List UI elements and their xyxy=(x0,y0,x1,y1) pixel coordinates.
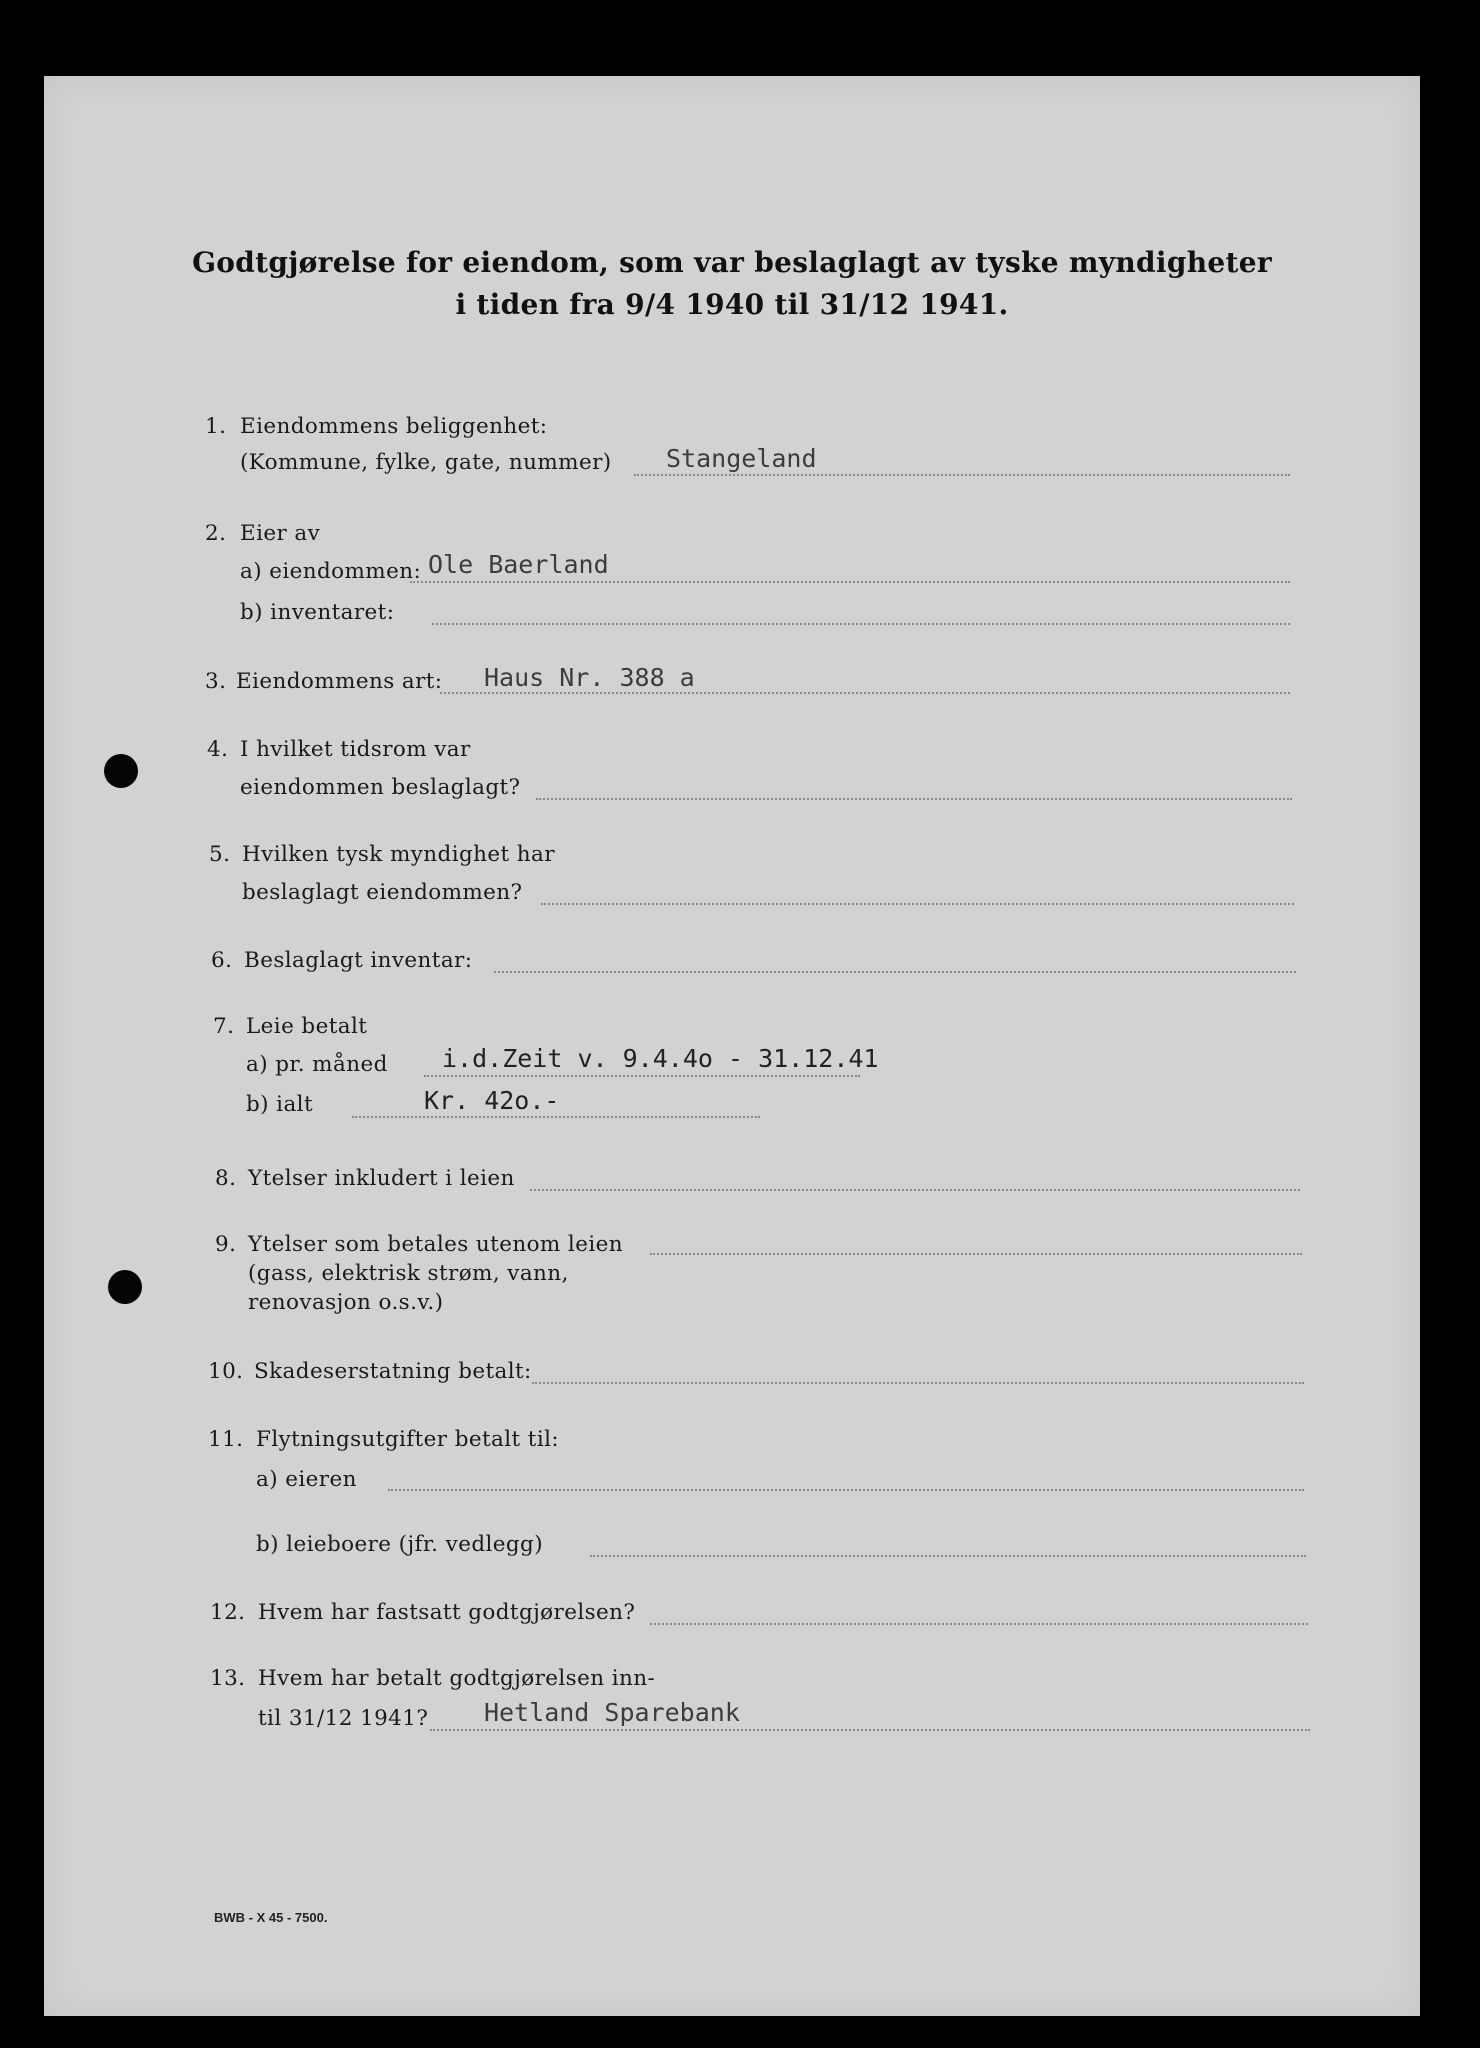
q12-number: 12. xyxy=(210,1600,246,1625)
q3-answer-line xyxy=(440,692,1290,694)
q10-number: 10. xyxy=(208,1359,244,1384)
form-page xyxy=(44,76,1420,2016)
q1-number: 1. xyxy=(205,414,227,439)
q11a-label: a) eieren xyxy=(256,1467,357,1492)
q4-label: I hvilket tidsrom var xyxy=(240,737,471,762)
q2b-answer-line xyxy=(432,623,1290,625)
q9-sublabel-2: renovasjon o.s.v.) xyxy=(248,1290,444,1315)
q1-label: Eiendommens beliggenhet: xyxy=(240,414,548,439)
q9-sublabel-1: (gass, elektrisk strøm, vann, xyxy=(248,1261,569,1286)
q3-number: 3. xyxy=(205,669,227,694)
q7a-label: a) pr. måned xyxy=(246,1052,388,1077)
q10-label: Skadeserstatning betalt: xyxy=(254,1359,532,1384)
q3-label: Eiendommens art: xyxy=(236,669,443,694)
q2a-answer-line xyxy=(410,581,1290,583)
q1-answer: Stangeland xyxy=(666,444,817,473)
q9-label: Ytelser som betales utenom leien xyxy=(248,1232,623,1257)
q11b-answer-line xyxy=(590,1555,1306,1557)
q7a-answer: i.d.Zeit v. 9.4.4o - 31.12.41 xyxy=(442,1044,879,1073)
q11a-answer-line xyxy=(388,1489,1304,1491)
q10-answer-line xyxy=(532,1382,1304,1384)
q7a-answer-line xyxy=(424,1075,860,1077)
punch-hole-bottom xyxy=(108,1270,142,1304)
q6-answer-line xyxy=(494,971,1296,973)
q7-number: 7. xyxy=(213,1014,235,1039)
q5-answer-line xyxy=(541,903,1294,905)
form-title-line-1: Godtgjørelse for eiendom, som var beslaglagt av tyske myndigheter xyxy=(192,246,1272,279)
q4-number: 4. xyxy=(207,737,229,762)
q7b-answer: Kr. 42o.- xyxy=(424,1086,560,1115)
q8-label: Ytelser inkludert i leien xyxy=(248,1166,515,1191)
form-title-line-2: i tiden fra 9/4 1940 til 31/12 1941. xyxy=(455,288,1009,321)
q7b-label: b) ialt xyxy=(246,1092,313,1117)
q6-label: Beslaglagt inventar: xyxy=(244,948,473,973)
q8-answer-line xyxy=(530,1189,1300,1191)
print-code: BWB - X 45 - 7500. xyxy=(214,1910,328,1925)
q11-label: Flytningsutgifter betalt til: xyxy=(256,1427,560,1452)
q1-answer-line xyxy=(634,474,1290,476)
q5-label: Hvilken tysk myndighet har xyxy=(242,842,555,867)
q2b-label: b) inventaret: xyxy=(240,600,395,625)
q2a-answer: Ole Baerland xyxy=(428,550,609,579)
q13-answer-line xyxy=(430,1729,1310,1731)
q8-number: 8. xyxy=(215,1166,237,1191)
q9-number: 9. xyxy=(215,1232,237,1257)
q3-answer: Haus Nr. 388 a xyxy=(484,663,695,692)
q1-sublabel: (Kommune, fylke, gate, nummer) xyxy=(240,450,612,475)
q7-label: Leie betalt xyxy=(246,1014,368,1039)
q12-answer-line xyxy=(650,1623,1308,1625)
q6-number: 6. xyxy=(211,948,233,973)
q2-number: 2. xyxy=(205,521,227,546)
q11-number: 11. xyxy=(208,1427,244,1452)
q13-number: 13. xyxy=(210,1666,246,1691)
q5-sublabel: beslaglagt eiendommen? xyxy=(242,880,523,905)
punch-hole-top xyxy=(104,754,138,788)
q5-number: 5. xyxy=(209,842,231,867)
q12-label: Hvem har fastsatt godtgjørelsen? xyxy=(258,1600,636,1625)
q4-sublabel: eiendommen beslaglagt? xyxy=(240,775,521,800)
q13-sublabel: til 31/12 1941? xyxy=(258,1706,429,1731)
q9-answer-line xyxy=(650,1253,1302,1255)
q13-answer: Hetland Sparebank xyxy=(484,1698,740,1727)
q13-label: Hvem har betalt godtgjørelsen inn- xyxy=(258,1666,656,1691)
q4-answer-line xyxy=(536,798,1292,800)
q2-label: Eier av xyxy=(240,521,321,546)
q11b-label: b) leieboere (jfr. vedlegg) xyxy=(256,1532,543,1557)
q7b-answer-line xyxy=(352,1116,760,1118)
q2a-label: a) eiendommen: xyxy=(240,559,422,584)
